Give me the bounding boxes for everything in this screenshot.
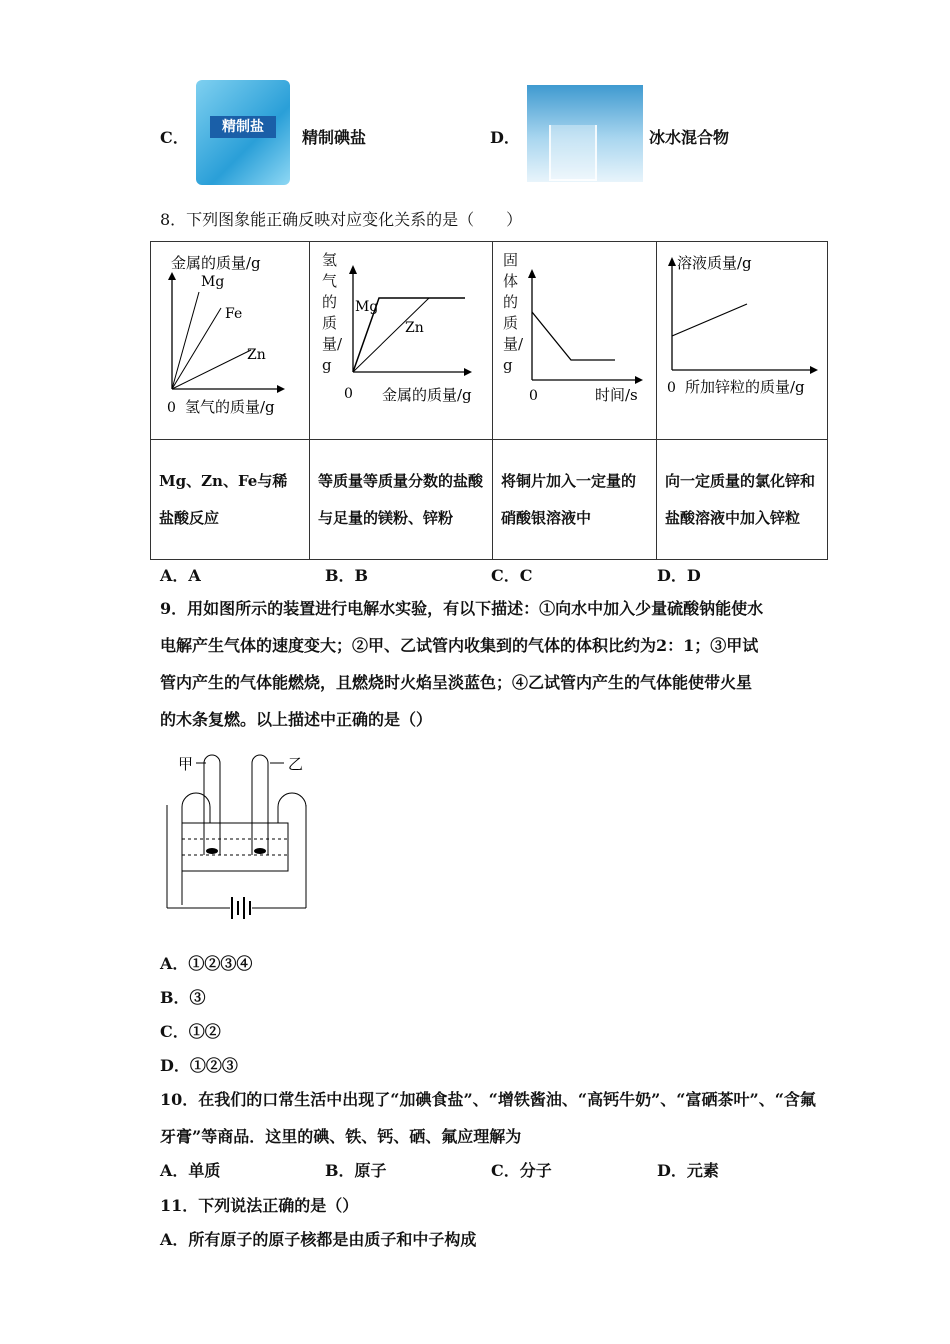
q9-line-4: 的木条复燃。以上描述中正确的是（）	[160, 710, 433, 729]
line-mg: Mg	[355, 299, 379, 315]
salt-bag-image	[196, 80, 290, 185]
graph-c-ylabel: 固体的质量/g	[503, 251, 524, 374]
graph-d	[657, 242, 828, 440]
graph-c	[493, 242, 657, 440]
q9-line-1: 9．用如图所示的装置进行电解水实验，有以下描述：①向水中加入少量硫酸钠能使水	[160, 599, 764, 618]
q9-option-c[interactable]: C．①②	[160, 1022, 221, 1041]
origin: 0	[529, 388, 538, 404]
q8-option-c[interactable]: C．C	[491, 566, 533, 585]
q9-option-a[interactable]: A．①②③④	[160, 954, 253, 973]
q9-option-b[interactable]: B．③	[160, 988, 206, 1007]
graph-b-xlabel: 金属的质量/g	[382, 386, 472, 404]
line-fe: Fe	[225, 306, 243, 322]
option-d-text: 冰水混合物	[649, 128, 730, 147]
line-zn: Zn	[247, 347, 266, 363]
desc-c: 将铜片加入一定量的硝酸银溶液中	[493, 440, 657, 560]
salt-bag-label: 精制盐	[210, 116, 276, 138]
tube-left-label: 甲	[178, 755, 194, 773]
q8-option-b[interactable]: B．B	[325, 566, 369, 585]
q8-option-d[interactable]: D．D	[657, 566, 701, 585]
graph-a	[151, 242, 310, 440]
ice-water-image	[527, 85, 643, 182]
q10-option-b[interactable]: B．原子	[325, 1161, 387, 1180]
origin: 0	[344, 386, 353, 402]
q10-line-2: 牙膏”等商品．这里的碘、铁、钙、硒、氟应理解为	[160, 1127, 522, 1146]
tube-right-label: 乙	[288, 755, 304, 773]
graph-d-ylabel: 溶液质量/g	[677, 254, 752, 272]
q8-table	[150, 241, 828, 560]
q8-option-a[interactable]: A．A	[160, 566, 201, 585]
desc-a: Mg、Zn、Fe与稀盐酸反应	[151, 440, 310, 560]
graph-b	[310, 242, 493, 440]
q8-question: 8．下列图象能正确反映对应变化关系的是（ ）	[160, 210, 523, 229]
origin: 0	[167, 400, 176, 416]
graph-a-xlabel: 氢气的质量/g	[185, 398, 275, 416]
graph-d-xlabel: 所加锌粒的质量/g	[685, 378, 805, 396]
q11-option-a[interactable]: A．所有原子的原子核都是由质子和中子构成	[160, 1230, 477, 1249]
desc-d: 向一定质量的氯化锌和盐酸溶液中加入锌粒	[657, 440, 828, 560]
q9-option-d[interactable]: D．①②③	[160, 1056, 238, 1075]
q10-option-a[interactable]: A．单质	[160, 1161, 221, 1180]
graph-a-ylabel: 金属的质量/g	[171, 254, 261, 272]
q9-line-3: 管内产生的气体能燃烧，且燃烧时火焰呈淡蓝色；④乙试管内产生的气体能使带火星	[160, 673, 753, 692]
line-mg: Mg	[201, 274, 225, 290]
origin: 0	[667, 380, 676, 396]
option-c-label: C．	[160, 128, 189, 147]
electrolysis-apparatus	[160, 745, 320, 930]
q9-line-2: 电解产生气体的速度变大；②甲、乙试管内收集到的气体的体积比约为2：1；③甲试	[160, 636, 759, 655]
option-c-text: 精制碘盐	[302, 128, 367, 147]
q10-option-d[interactable]: D．元素	[657, 1161, 719, 1180]
graph-c-xlabel: 时间/s	[595, 386, 638, 404]
q10-line-1: 10．在我们的口常生活中出现了“加碘食盐”、“增铁酱油、“高钙牛奶”、“富硒茶叶”、“含氟	[160, 1090, 816, 1109]
q10-option-c[interactable]: C．分子	[491, 1161, 552, 1180]
option-d-label: D．	[490, 128, 520, 147]
q11-question: 11．下列说法正确的是（）	[160, 1196, 359, 1215]
graph-b-ylabel: 氢气的质量/g	[322, 251, 343, 374]
desc-b: 等质量等质量分数的盐酸与足量的镁粉、锌粉	[310, 440, 493, 560]
line-zn: Zn	[405, 320, 424, 336]
